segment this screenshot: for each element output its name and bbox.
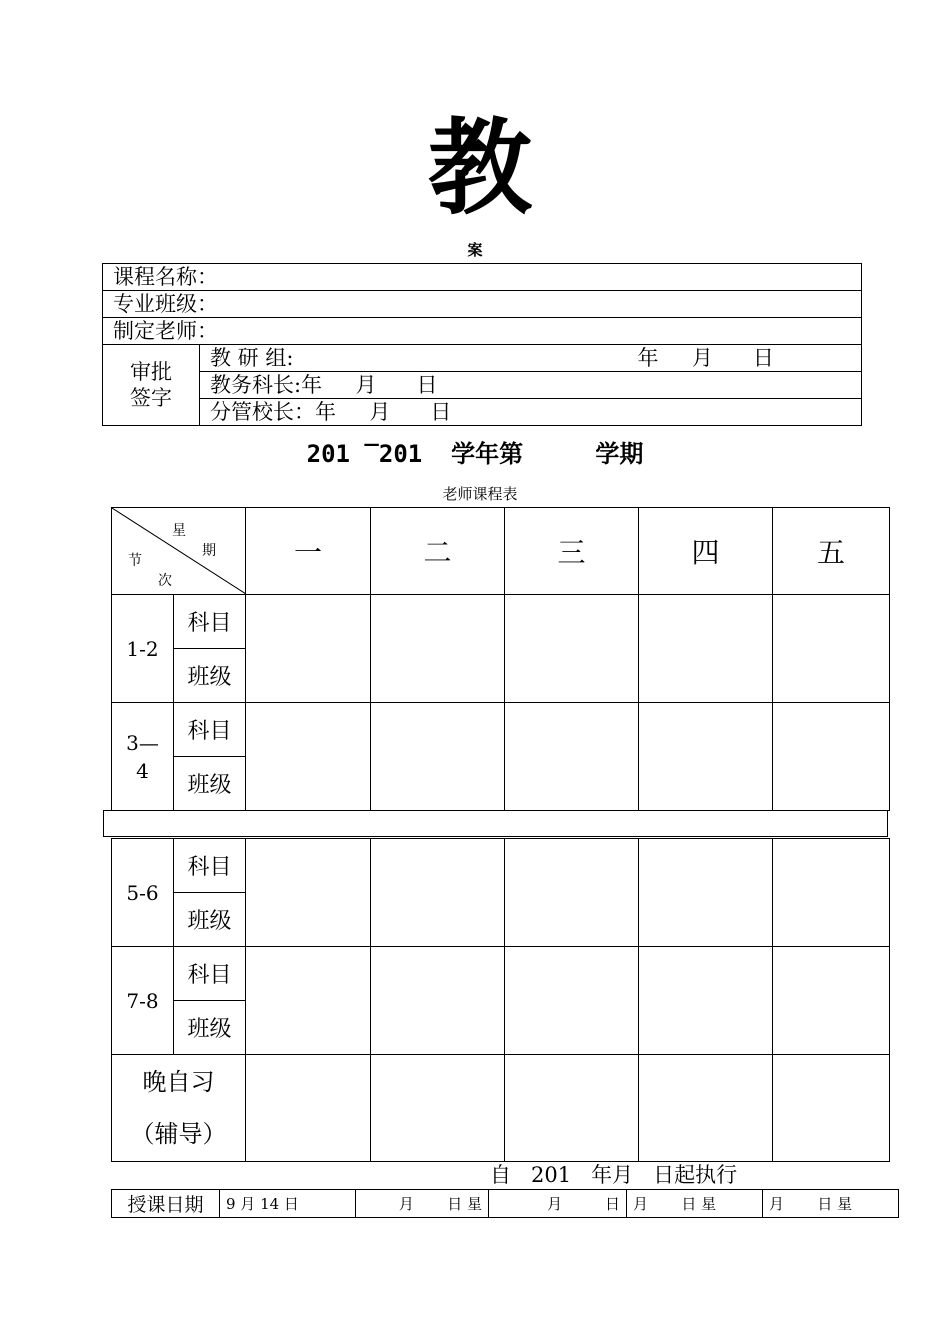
day-header-4: 四 — [639, 508, 773, 595]
class-label: 班级 — [174, 1001, 246, 1055]
principal-field: 分管校长：年 月 日 — [200, 399, 862, 426]
schedule-cell[interactable] — [246, 595, 371, 703]
document-title: 教 — [427, 106, 532, 229]
teaching-date-label: 授课日期 — [112, 1190, 220, 1218]
document-subtitle: 案 — [467, 241, 483, 259]
schedule-cell[interactable] — [639, 839, 773, 947]
schedule-cell[interactable] — [773, 1055, 890, 1162]
day-header-2: 二 — [371, 508, 505, 595]
schedule-cell[interactable] — [246, 839, 371, 947]
teacher-field: 制定老师： — [103, 318, 862, 345]
semester-title: 201 ‾201 学年第 学期 — [306, 440, 644, 468]
schedule-cell[interactable] — [505, 595, 639, 703]
schedule-cell[interactable] — [371, 839, 505, 947]
major-class-field: 专业班级： — [103, 291, 862, 318]
schedule-cell[interactable] — [246, 1055, 371, 1162]
schedule-cell[interactable] — [773, 839, 890, 947]
teaching-dates-table — [111, 1189, 899, 1218]
subject-label: 科目 — [174, 947, 246, 1001]
period-label: 5-6 — [112, 839, 174, 947]
lunch-break-bar — [103, 810, 888, 837]
evening-study-label: 晚自习 （辅导） — [112, 1055, 246, 1162]
execution-note: 自 201 年月 日起执行 — [490, 1163, 738, 1187]
schedule-cell[interactable] — [773, 703, 890, 811]
schedule-cell[interactable] — [371, 947, 505, 1055]
class-label: 班级 — [174, 893, 246, 947]
diagonal-header-cell — [112, 508, 246, 595]
day-header-3: 三 — [505, 508, 639, 595]
subject-label: 科目 — [174, 703, 246, 757]
schedule-cell[interactable] — [505, 1055, 639, 1162]
info-table — [102, 263, 862, 426]
approval-signature-label: 审批 签字 — [103, 345, 200, 426]
schedule-cell[interactable] — [505, 703, 639, 811]
date-cell[interactable]: 月 日 — [489, 1190, 627, 1218]
period-label: 1-2 — [112, 595, 174, 703]
date-cell[interactable]: 月 日 星 — [627, 1190, 763, 1218]
subject-label: 科目 — [174, 595, 246, 649]
research-group-field: 教 研 组: 年 月 日 — [200, 345, 862, 372]
date-cell[interactable]: 月 日 星 — [763, 1190, 899, 1218]
schedule-cell[interactable] — [371, 1055, 505, 1162]
date-cell[interactable]: 月 日 星 — [356, 1190, 489, 1218]
research-group-date: 年 月 日 — [637, 346, 774, 370]
class-label: 班级 — [174, 757, 246, 811]
schedule-cell[interactable] — [505, 947, 639, 1055]
schedule-cell[interactable] — [639, 947, 773, 1055]
schedule-cell[interactable] — [773, 595, 890, 703]
period-label: 3—4 — [112, 703, 174, 811]
diag-period-char: 期 — [202, 543, 216, 559]
schedule-cell[interactable] — [371, 703, 505, 811]
course-name-field: 课程名称： — [103, 264, 862, 291]
schedule-cell[interactable] — [639, 703, 773, 811]
class-label: 班级 — [174, 649, 246, 703]
academic-head-field: 教务科长:年 月 日 — [200, 372, 862, 399]
diag-section-label: 节 — [128, 553, 142, 569]
diag-order-label: 次 — [158, 573, 172, 589]
schedule-cell[interactable] — [246, 947, 371, 1055]
period-label: 7-8 — [112, 947, 174, 1055]
schedule-cell[interactable] — [246, 703, 371, 811]
schedule-cell[interactable] — [371, 595, 505, 703]
day-header-1: 一 — [246, 508, 371, 595]
schedule-caption: 老师课程表 — [442, 485, 518, 503]
diag-week-label: 星 — [172, 523, 186, 539]
schedule-cell[interactable] — [639, 595, 773, 703]
schedule-cell[interactable] — [639, 1055, 773, 1162]
day-header-5: 五 — [773, 508, 890, 595]
subject-label: 科目 — [174, 839, 246, 893]
schedule-cell[interactable] — [773, 947, 890, 1055]
date-cell[interactable]: 9 月 14 日 — [220, 1190, 356, 1218]
schedule-cell[interactable] — [505, 839, 639, 947]
